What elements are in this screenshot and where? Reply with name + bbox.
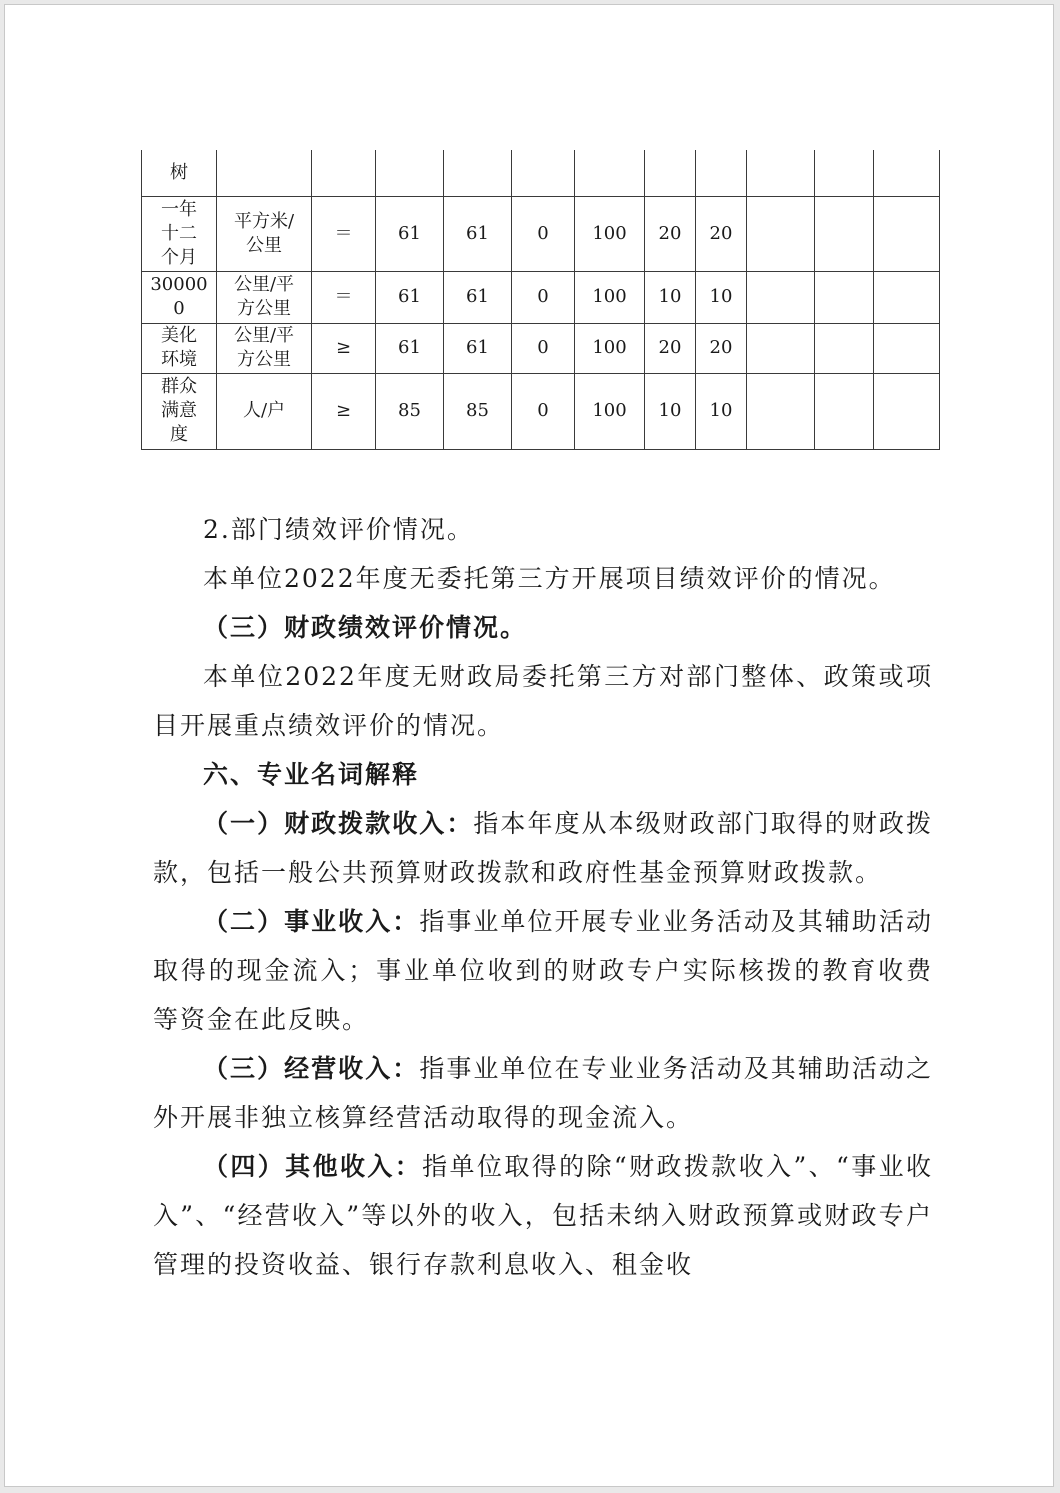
- table-cell: 0: [512, 196, 575, 271]
- table-cell: ≥: [312, 323, 376, 373]
- table-row: [142, 323, 940, 373]
- glossary-heading: 六、专业名词解释: [203, 760, 420, 789]
- table-cell: [747, 150, 815, 196]
- table-cell: ＝: [312, 196, 376, 271]
- table-cell: [747, 323, 815, 373]
- table-cell: 10: [696, 373, 747, 449]
- term-financial-appropriation: [153, 799, 933, 897]
- term-label: （四）其他收入：: [203, 1152, 423, 1181]
- term-label: （三）经营收入：: [203, 1054, 420, 1083]
- table-cell: [444, 150, 512, 196]
- table-cell: [874, 150, 940, 196]
- table-cell: 20: [645, 323, 696, 373]
- table-cell: 人/户: [217, 373, 312, 449]
- table-cell: 100: [575, 323, 645, 373]
- term-label: （二）事业收入：: [203, 907, 420, 936]
- term-operating-income: [153, 1044, 933, 1142]
- table-cell: [575, 150, 645, 196]
- table-cell: 10: [645, 271, 696, 323]
- table-cell: 美化 环境: [142, 323, 217, 373]
- table-cell: 树: [142, 150, 217, 196]
- table-row: [142, 196, 940, 271]
- table-cell: [512, 150, 575, 196]
- body-text: [153, 505, 933, 1289]
- term-business-income: [153, 897, 933, 1044]
- table-cell: [815, 271, 874, 323]
- table-cell: 平方米/ 公里: [217, 196, 312, 271]
- table-cell: 20: [696, 196, 747, 271]
- table-cell: [874, 196, 940, 271]
- table-cell: ≥: [312, 373, 376, 449]
- table-cell: 20: [696, 323, 747, 373]
- table-cell: ＝: [312, 271, 376, 323]
- table-cell: 61: [444, 271, 512, 323]
- table-cell: [747, 196, 815, 271]
- table-cell: 公里/平 方公里: [217, 271, 312, 323]
- table-cell: [815, 323, 874, 373]
- table-cell: [217, 150, 312, 196]
- table-cell: [747, 271, 815, 323]
- table-cell: [696, 150, 747, 196]
- table-cell: [312, 150, 376, 196]
- term-definition: 指事业单位开展专业业务活动及其辅助活动取得的现金流入；事业单位收到的财政专户实际核拨的教育收费等资金在此反映。: [153, 907, 933, 1034]
- table-cell: [645, 150, 696, 196]
- table-cell: 公里/平 方公里: [217, 323, 312, 373]
- table-cell: [815, 373, 874, 449]
- table-cell: 20: [645, 196, 696, 271]
- fiscal-eval-heading: （三）财政绩效评价情况。: [203, 613, 528, 642]
- table-cell: 61: [376, 271, 444, 323]
- table-cell: 61: [376, 196, 444, 271]
- table-cell: 61: [376, 323, 444, 373]
- document-page: [4, 4, 1054, 1487]
- table-cell: [874, 323, 940, 373]
- table-cell: 群众 满意 度: [142, 373, 217, 449]
- table-cell: 61: [444, 196, 512, 271]
- fiscal-eval-text: 本单位2022年度无财政局委托第三方对部门整体、政策或项目开展重点绩效评价的情况。: [153, 662, 933, 740]
- term-definition: 指本年度从本级财政部门取得的财政拨款，包括一般公共预算财政拨款和政府性基金预算财政拨款。: [153, 809, 933, 887]
- dept-eval-heading: 2.部门绩效评价情况。: [203, 515, 474, 544]
- term-definition: 指单位取得的除“财政拨款收入”、“事业收入”、“经营收入”等以外的收入，包括未纳入财政预算或财政专户管理的投资收益、银行存款利息收入、租金收: [153, 1152, 933, 1279]
- table-cell: 0: [512, 323, 575, 373]
- table-cell: 10: [696, 271, 747, 323]
- table-cell: 85: [444, 373, 512, 449]
- table-cell: 85: [376, 373, 444, 449]
- table-cell: 0: [512, 373, 575, 449]
- table-cell: [747, 373, 815, 449]
- table-row: [142, 271, 940, 323]
- table-cell: 0: [512, 271, 575, 323]
- table-cell: 30000 0: [142, 271, 217, 323]
- table-cell: [376, 150, 444, 196]
- table-cell: 10: [645, 373, 696, 449]
- performance-table: [141, 150, 940, 450]
- table-row: [142, 150, 940, 196]
- table-cell: 100: [575, 271, 645, 323]
- term-definition: 指事业单位在专业业务活动及其辅助活动之外开展非独立核算经营活动取得的现金流入。: [153, 1054, 933, 1132]
- table-cell: [815, 150, 874, 196]
- table-cell: [815, 196, 874, 271]
- table-cell: [874, 271, 940, 323]
- term-label: （一）财政拨款收入：: [203, 809, 474, 838]
- table-cell: [874, 373, 940, 449]
- term-other-income: [153, 1142, 933, 1289]
- table-row: [142, 373, 940, 449]
- table-cell: 61: [444, 323, 512, 373]
- dept-eval-text: 本单位2022年度无委托第三方开展项目绩效评价的情况。: [203, 564, 896, 593]
- table-cell: 一年 十二 个月: [142, 196, 217, 271]
- table-cell: 100: [575, 373, 645, 449]
- table-cell: 100: [575, 196, 645, 271]
